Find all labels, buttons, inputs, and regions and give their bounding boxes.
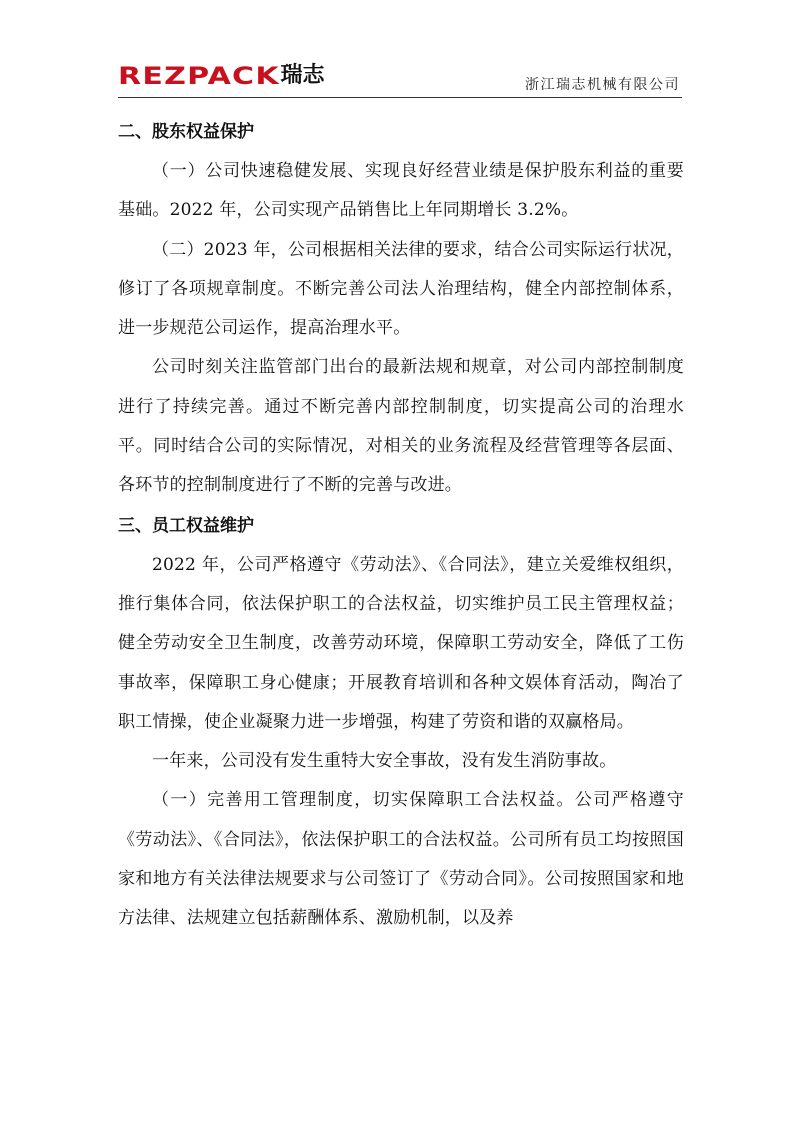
paragraph: （一）公司快速稳健发展、实现良好经营业绩是保护股东利益的重要基础。2022 年，公司实现产品销售比上年同期增长 3.2%。	[118, 161, 684, 221]
page-header	[118, 60, 682, 100]
document-body	[118, 112, 684, 939]
logo-latin-text: REZPACK	[118, 62, 280, 90]
paragraph: （二）2023 年，公司根据相关法律的要求，结合公司实际运行状况，修订了各项规章制度。不断完善公司法人治理结构，健全内部控制体系，进一步规范公司运作，提高治理水平。	[118, 239, 684, 339]
paragraph: 公司时刻关注监管部门出台的最新法规和规章，对公司内部控制制度进行了持续完善。通过不断完善内部控制制度，切实提高公司的治理水平。同时结合公司的实际情况，对相关的业务流程及经营管理等各层面、各环节的控制制度进行了不断的完善与改进。	[118, 357, 684, 496]
header-company-name: 浙江瑞志机械有限公司	[525, 77, 680, 93]
paragraph: 一年来，公司没有发生重特大安全事故，没有发生消防事故。	[152, 751, 617, 772]
logo-chinese-text: 瑞志	[280, 63, 325, 88]
paragraph: （一）完善用工管理制度，切实保障职工合法权益。公司严格遵守《劳动法》、《合同法》，依法保护职工的合法权益。公司所有员工均按照国家和地方有关法律法规要求与公司签订了《劳动合同》。公司按照国家和地方法律、法规建立包括薪酬体系、激励机制，以及养	[118, 790, 684, 929]
header-divider	[118, 97, 682, 98]
section-heading-shareholder-rights: 二、股东权益保护	[118, 122, 254, 142]
company-logo	[118, 62, 324, 90]
section-heading-employee-rights: 三、员工权益维护	[118, 515, 254, 536]
paragraph: 2022 年，公司严格遵守《劳动法》、《合同法》，建立关爱维权组织，推行集体合同，依法保护职工的合法权益，切实维护员工民主管理权益；健全劳动安全卫生制度，改善劳动环境，保障职工劳动安全，降低了工伤事故率，保障职工身心健康；开展教育培训和各种文娱体育活动，陶冶了职工情操，使企业凝聚力进一步增强，构建了劳资和谐的双赢格局。	[118, 554, 684, 732]
